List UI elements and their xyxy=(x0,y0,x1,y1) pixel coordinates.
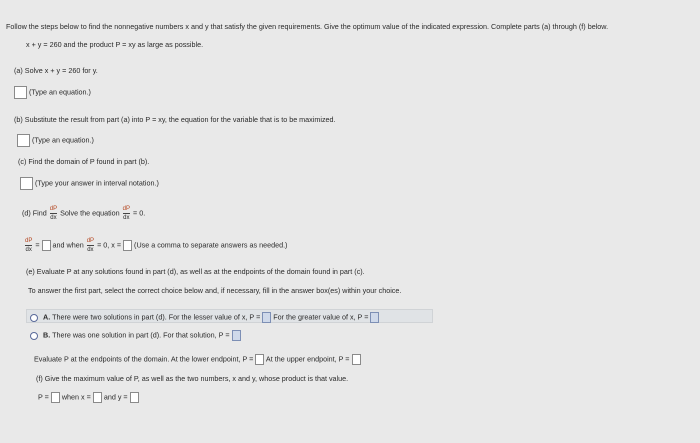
part-a-answer-input[interactable] xyxy=(14,86,27,99)
dp-dx-fraction: $\frac{dP}{dx}$ xyxy=(25,238,33,253)
critical-x-input[interactable] xyxy=(123,240,132,251)
part-a-hint: (Type an equation.) xyxy=(29,87,91,97)
given-conditions: x + y = 260 and the product P = xy as large as possible. xyxy=(26,40,204,49)
option-a-letter: A. xyxy=(43,312,51,322)
part-b-hint: (Type an equation.) xyxy=(32,135,94,145)
part-a-answer-row xyxy=(14,86,91,99)
dp-dx-fraction: $\frac{dP}{dx}$ xyxy=(86,238,95,253)
part-c-hint: (Type your answer in interval notation.) xyxy=(35,178,159,188)
dp-dx-fraction: $\frac{dP}{dx}$ xyxy=(49,206,58,221)
option-b-radio[interactable] xyxy=(30,332,38,340)
p-label: P = xyxy=(38,392,49,402)
part-c-answer-input[interactable] xyxy=(20,177,33,190)
x-value-input[interactable] xyxy=(93,392,102,403)
part-c-answer-row xyxy=(20,177,159,190)
endpoints-row xyxy=(34,354,361,365)
part-e-prompt: (e) Evaluate P at any solutions found in part (d), as well as at the endpoints of the domain found in part (c). xyxy=(26,267,365,276)
option-a-text: There were two solutions in part (d). For the lesser value of x, P = xyxy=(52,312,261,322)
part-a-prompt: (a) Solve x + y = 260 for y. xyxy=(14,66,98,75)
option-b[interactable] xyxy=(30,330,241,341)
part-d-solve-label: Solve the equation xyxy=(60,208,120,218)
part-b-prompt: (b) Substitute the result from part (a) into P = xy, the equation for the variable that is to be maximized. xyxy=(14,115,336,124)
option-a[interactable] xyxy=(30,312,379,323)
part-c-prompt: (c) Find the domain of P found in part (b). xyxy=(18,157,150,166)
eq-zero-x-label: = 0, x = xyxy=(97,240,122,250)
part-e-instruction: To answer the first part, select the correct choice below and, if necessary, fill in the answer box(es) within your choice. xyxy=(28,286,402,295)
dp-dx-fraction: $\frac{dP}{dx}$ xyxy=(122,206,130,221)
equals-sign: = xyxy=(35,240,40,250)
option-a-lesser-input[interactable] xyxy=(262,312,271,323)
derivative-input[interactable] xyxy=(42,240,51,251)
option-b-text: There was one solution in part (d). For that solution, P = xyxy=(52,330,230,340)
option-a-text2: For the greater value of x, P = xyxy=(273,312,369,322)
lower-endpoint-input[interactable] xyxy=(255,354,264,365)
and-y-label: and y = xyxy=(103,392,128,402)
part-b-answer-input[interactable] xyxy=(17,134,30,147)
part-f-answer-row xyxy=(38,392,139,403)
part-d-prompt-row xyxy=(22,206,145,221)
max-p-input[interactable] xyxy=(51,392,60,403)
option-b-letter: B. xyxy=(43,330,51,340)
option-a-greater-input[interactable] xyxy=(370,312,379,323)
upper-endpoint-input[interactable] xyxy=(352,354,361,365)
part-f-prompt: (f) Give the maximum value of P, as well as the two numbers, x and y, whose product is that value. xyxy=(36,374,349,383)
option-a-radio[interactable] xyxy=(30,314,38,322)
equals-zero: = 0. xyxy=(133,208,146,218)
y-value-input[interactable] xyxy=(130,392,139,403)
part-d-hint: (Use a comma to separate answers as needed.) xyxy=(134,240,288,250)
when-x-label: when x = xyxy=(61,392,91,402)
endpoints-lower-label: Evaluate P at the endpoints of the domain. At the lower endpoint, P = xyxy=(34,354,254,364)
part-d-find-label: (d) Find xyxy=(22,208,47,218)
option-b-input[interactable] xyxy=(232,330,241,341)
part-d-answer-row xyxy=(24,238,287,253)
intro-text: Follow the steps below to find the nonnegative numbers x and y that satisfy the given requirements. Give the optimum value of the indicated expression. Complete parts (a) through (f) below. xyxy=(6,22,609,31)
endpoints-upper-label: At the upper endpoint, P = xyxy=(265,354,350,364)
part-b-answer-row xyxy=(17,134,94,147)
and-when-label: and when xyxy=(52,240,84,250)
